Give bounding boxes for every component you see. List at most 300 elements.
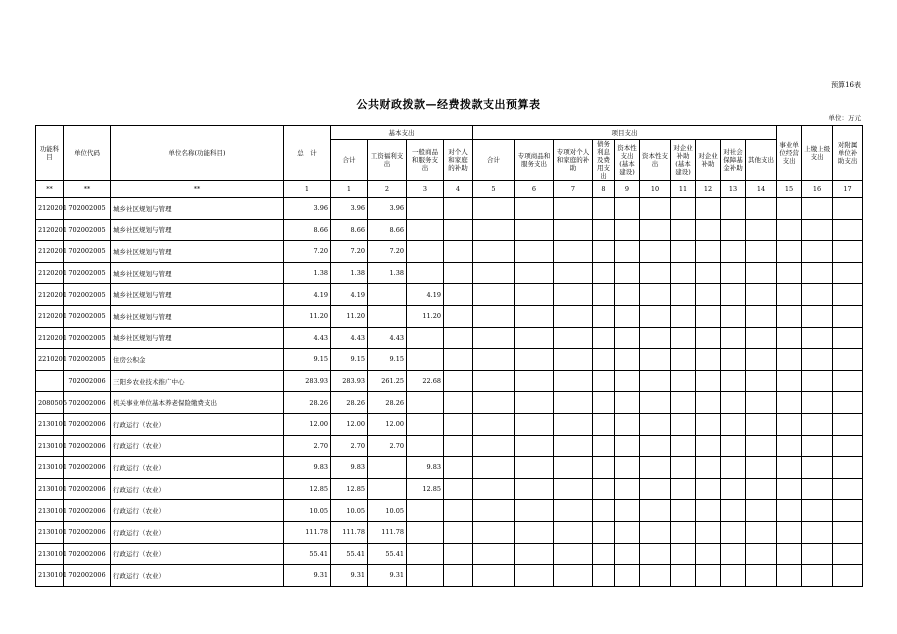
cell-empty	[640, 349, 671, 371]
cell-empty	[833, 478, 863, 500]
cell-empty	[615, 521, 640, 543]
cell-empty	[640, 305, 671, 327]
cell-empty	[833, 241, 863, 263]
cell-empty	[721, 219, 746, 241]
cell-unit-name: 行政运行（农业）	[111, 543, 284, 565]
cell-empty	[515, 521, 554, 543]
cell-empty	[593, 370, 615, 392]
cell-empty	[777, 305, 802, 327]
cell-empty	[721, 349, 746, 371]
cell-empty	[515, 305, 554, 327]
cell-general-goods	[407, 198, 444, 220]
cell-unit-name: 城乡社区规划与管理	[111, 327, 284, 349]
table-row	[36, 241, 863, 263]
cell-empty	[802, 305, 833, 327]
cell-unit-name: 城乡社区规划与管理	[111, 284, 284, 306]
unit-label: 单位：万元	[828, 114, 861, 122]
cell-func-code	[36, 370, 64, 392]
cell-general-goods: 11.20	[407, 305, 444, 327]
cell-empty	[593, 500, 615, 522]
cell-empty	[696, 198, 721, 220]
cell-empty	[746, 262, 777, 284]
cell-empty	[696, 327, 721, 349]
cell-unit-code: 702002006	[64, 543, 111, 565]
cell-wage: 111.78	[368, 521, 407, 543]
cell-empty	[777, 392, 802, 414]
cell-total: 2.70	[284, 435, 331, 457]
index-cell: 14	[746, 181, 777, 198]
cell-unit-code: 702002005	[64, 284, 111, 306]
cell-empty	[802, 392, 833, 414]
cell-func-code: 2120201	[36, 198, 64, 220]
cell-empty	[802, 349, 833, 371]
cell-func-code: 2130101	[36, 500, 64, 522]
cell-empty	[777, 349, 802, 371]
cell-empty	[554, 500, 593, 522]
cell-empty	[515, 327, 554, 349]
index-cell: 2	[368, 181, 407, 198]
cell-empty	[777, 219, 802, 241]
cell-empty	[593, 262, 615, 284]
cell-basic-total: 12.00	[331, 413, 368, 435]
cell-empty	[515, 500, 554, 522]
cell-empty	[671, 370, 696, 392]
cell-empty	[554, 241, 593, 263]
col-header-wage: 工资福利支出	[368, 140, 407, 181]
cell-empty	[554, 435, 593, 457]
cell-empty	[777, 241, 802, 263]
cell-func-code: 2120201	[36, 305, 64, 327]
cell-empty	[640, 457, 671, 479]
table-row	[36, 349, 863, 371]
cell-func-code: 2120201	[36, 262, 64, 284]
cell-empty	[515, 435, 554, 457]
cell-empty	[615, 413, 640, 435]
cell-empty	[515, 457, 554, 479]
cell-total: 9.31	[284, 565, 331, 587]
cell-empty	[444, 478, 473, 500]
col-header-proj-personal: 专项对个人和家庭的补助	[554, 140, 593, 181]
cell-empty	[615, 349, 640, 371]
cell-wage: 10.05	[368, 500, 407, 522]
col-header-debt-interest: 债务利息及费用支出	[593, 140, 615, 181]
cell-unit-code: 702002005	[64, 241, 111, 263]
cell-empty	[554, 284, 593, 306]
cell-total: 9.83	[284, 457, 331, 479]
col-header-inst-operating: 事业单位经营支出	[777, 126, 802, 181]
cell-total: 4.43	[284, 327, 331, 349]
cell-empty	[696, 262, 721, 284]
cell-empty	[833, 435, 863, 457]
cell-empty	[777, 543, 802, 565]
table-row	[36, 327, 863, 349]
cell-empty	[554, 305, 593, 327]
index-cell: 7	[554, 181, 593, 198]
cell-empty	[640, 478, 671, 500]
cell-empty	[777, 198, 802, 220]
cell-func-code: 2080505	[36, 392, 64, 414]
header-row-index	[36, 181, 863, 198]
cell-empty	[615, 284, 640, 306]
cell-empty	[515, 478, 554, 500]
cell-wage: 261.25	[368, 370, 407, 392]
cell-unit-code: 702002005	[64, 262, 111, 284]
cell-func-code: 2120201	[36, 284, 64, 306]
cell-empty	[615, 435, 640, 457]
table-row	[36, 392, 863, 414]
cell-empty	[833, 327, 863, 349]
cell-empty	[696, 241, 721, 263]
cell-empty	[640, 521, 671, 543]
cell-empty	[615, 543, 640, 565]
cell-unit-code: 702002006	[64, 457, 111, 479]
cell-empty	[746, 478, 777, 500]
cell-empty	[802, 435, 833, 457]
cell-total: 12.00	[284, 413, 331, 435]
cell-empty	[554, 413, 593, 435]
cell-func-code: 2130101	[36, 413, 64, 435]
cell-empty	[777, 521, 802, 543]
cell-empty	[802, 370, 833, 392]
cell-unit-name: 城乡社区规划与管理	[111, 219, 284, 241]
cell-empty	[721, 241, 746, 263]
table-row	[36, 284, 863, 306]
cell-empty	[833, 349, 863, 371]
cell-empty	[746, 500, 777, 522]
index-cell: 3	[407, 181, 444, 198]
cell-empty	[640, 500, 671, 522]
table-row	[36, 478, 863, 500]
cell-empty	[554, 219, 593, 241]
cell-general-goods: 22.68	[407, 370, 444, 392]
cell-empty	[615, 500, 640, 522]
cell-unit-code: 702002006	[64, 413, 111, 435]
cell-general-goods	[407, 521, 444, 543]
cell-empty	[554, 198, 593, 220]
cell-empty	[746, 435, 777, 457]
cell-empty	[833, 457, 863, 479]
index-cell: 1	[331, 181, 368, 198]
index-cell: **	[111, 181, 284, 198]
table-row	[36, 543, 863, 565]
cell-unit-name: 城乡社区规划与管理	[111, 262, 284, 284]
cell-empty	[640, 370, 671, 392]
cell-empty	[515, 241, 554, 263]
col-header-upper-payment: 上缴上级支出	[802, 126, 833, 181]
cell-wage: 8.66	[368, 219, 407, 241]
cell-empty	[515, 392, 554, 414]
cell-empty	[802, 478, 833, 500]
cell-empty	[593, 327, 615, 349]
cell-unit-name: 城乡社区规划与管理	[111, 198, 284, 220]
cell-empty	[721, 435, 746, 457]
cell-empty	[802, 241, 833, 263]
cell-empty	[473, 392, 515, 414]
cell-empty	[833, 262, 863, 284]
cell-empty	[802, 543, 833, 565]
cell-func-code: 2130101	[36, 478, 64, 500]
index-cell: 9	[615, 181, 640, 198]
cell-func-code: 2130101	[36, 521, 64, 543]
cell-empty	[696, 305, 721, 327]
cell-total: 7.20	[284, 241, 331, 263]
cell-empty	[615, 457, 640, 479]
cell-general-goods	[407, 543, 444, 565]
index-cell: 15	[777, 181, 802, 198]
cell-basic-total: 1.38	[331, 262, 368, 284]
cell-empty	[671, 241, 696, 263]
cell-empty	[833, 219, 863, 241]
cell-empty	[473, 241, 515, 263]
cell-general-goods	[407, 392, 444, 414]
cell-empty	[473, 565, 515, 587]
cell-empty	[593, 413, 615, 435]
cell-wage	[368, 284, 407, 306]
cell-empty	[640, 543, 671, 565]
cell-total: 9.15	[284, 349, 331, 371]
cell-empty	[746, 543, 777, 565]
col-header-special-goods: 专项商品和服务支出	[515, 140, 554, 181]
table-row	[36, 521, 863, 543]
cell-empty	[554, 478, 593, 500]
cell-empty	[721, 457, 746, 479]
cell-basic-total: 111.78	[331, 521, 368, 543]
cell-empty	[615, 262, 640, 284]
cell-general-goods: 9.83	[407, 457, 444, 479]
cell-empty	[802, 521, 833, 543]
cell-empty	[593, 241, 615, 263]
cell-empty	[615, 565, 640, 587]
cell-empty	[615, 327, 640, 349]
cell-empty	[671, 262, 696, 284]
cell-wage	[368, 457, 407, 479]
cell-basic-total: 55.41	[331, 543, 368, 565]
cell-empty	[671, 392, 696, 414]
index-cell: 1	[284, 181, 331, 198]
cell-empty	[746, 521, 777, 543]
cell-basic-total: 4.19	[331, 284, 368, 306]
cell-empty	[721, 478, 746, 500]
index-cell: 13	[721, 181, 746, 198]
cell-empty	[802, 565, 833, 587]
cell-empty	[746, 198, 777, 220]
cell-func-code: 2210201	[36, 349, 64, 371]
cell-empty	[640, 327, 671, 349]
cell-empty	[444, 305, 473, 327]
cell-empty	[696, 565, 721, 587]
cell-empty	[615, 305, 640, 327]
cell-empty	[696, 370, 721, 392]
cell-empty	[696, 219, 721, 241]
cell-empty	[696, 413, 721, 435]
cell-empty	[721, 392, 746, 414]
cell-empty	[833, 521, 863, 543]
cell-empty	[671, 435, 696, 457]
cell-empty	[444, 435, 473, 457]
cell-empty	[721, 262, 746, 284]
cell-empty	[515, 219, 554, 241]
cell-empty	[746, 219, 777, 241]
cell-empty	[696, 521, 721, 543]
cell-unit-code: 702002006	[64, 435, 111, 457]
cell-wage: 2.70	[368, 435, 407, 457]
cell-empty	[833, 392, 863, 414]
cell-empty	[593, 543, 615, 565]
cell-general-goods	[407, 435, 444, 457]
cell-empty	[777, 457, 802, 479]
col-header-personal-subsidy: 对个人和家庭的补助	[444, 140, 473, 181]
cell-unit-code: 702002006	[64, 392, 111, 414]
index-cell: 12	[696, 181, 721, 198]
cell-empty	[554, 392, 593, 414]
cell-empty	[473, 521, 515, 543]
cell-empty	[802, 219, 833, 241]
cell-empty	[615, 219, 640, 241]
cell-func-code: 2120201	[36, 219, 64, 241]
index-cell: 4	[444, 181, 473, 198]
cell-total: 283.93	[284, 370, 331, 392]
cell-empty	[640, 198, 671, 220]
cell-empty	[444, 262, 473, 284]
cell-empty	[833, 370, 863, 392]
cell-empty	[473, 305, 515, 327]
cell-empty	[473, 370, 515, 392]
cell-empty	[473, 284, 515, 306]
cell-empty	[671, 349, 696, 371]
col-header-func-code: 功能科目	[36, 126, 64, 181]
cell-general-goods: 12.85	[407, 478, 444, 500]
col-header-affiliated-subsidy: 对附属单位补助支出	[833, 126, 863, 181]
cell-empty	[615, 241, 640, 263]
col-group-project: 项目支出	[473, 126, 777, 140]
cell-basic-total: 2.70	[331, 435, 368, 457]
cell-unit-name: 行政运行（农业）	[111, 500, 284, 522]
cell-empty	[746, 305, 777, 327]
cell-empty	[554, 565, 593, 587]
cell-empty	[473, 262, 515, 284]
cell-basic-total: 283.93	[331, 370, 368, 392]
table-row	[36, 370, 863, 392]
cell-empty	[473, 543, 515, 565]
cell-empty	[671, 521, 696, 543]
cell-empty	[746, 284, 777, 306]
cell-empty	[640, 284, 671, 306]
cell-unit-name: 城乡社区规划与管理	[111, 305, 284, 327]
cell-empty	[721, 305, 746, 327]
cell-total: 111.78	[284, 521, 331, 543]
index-cell: 8	[593, 181, 615, 198]
cell-empty	[802, 327, 833, 349]
col-header-general-goods: 一般商品和服务支出	[407, 140, 444, 181]
cell-func-code: 2120201	[36, 241, 64, 263]
col-header-unit-name: 单位名称(功能科目)	[111, 126, 284, 181]
cell-empty	[444, 500, 473, 522]
cell-empty	[833, 305, 863, 327]
cell-unit-name: 行政运行（农业）	[111, 478, 284, 500]
table-row	[36, 435, 863, 457]
cell-empty	[721, 543, 746, 565]
cell-empty	[671, 413, 696, 435]
table-row	[36, 565, 863, 587]
cell-empty	[640, 565, 671, 587]
col-header-enterprise: 对企业补助	[696, 140, 721, 181]
cell-empty	[671, 198, 696, 220]
cell-empty	[640, 241, 671, 263]
cell-empty	[696, 500, 721, 522]
cell-empty	[746, 370, 777, 392]
cell-basic-total: 11.20	[331, 305, 368, 327]
cell-total: 1.38	[284, 262, 331, 284]
cell-empty	[777, 478, 802, 500]
cell-empty	[671, 457, 696, 479]
col-header-capital: 资本性支出	[640, 140, 671, 181]
cell-empty	[640, 413, 671, 435]
cell-empty	[671, 305, 696, 327]
cell-empty	[721, 521, 746, 543]
cell-empty	[444, 413, 473, 435]
cell-unit-name: 城乡社区规划与管理	[111, 241, 284, 263]
cell-empty	[746, 413, 777, 435]
cell-unit-name: 行政运行（农业）	[111, 435, 284, 457]
col-header-basic-total: 合计	[331, 140, 368, 181]
cell-empty	[554, 327, 593, 349]
cell-func-code: 2130101	[36, 543, 64, 565]
table-row	[36, 198, 863, 220]
cell-empty	[473, 435, 515, 457]
cell-func-code: 2130101	[36, 435, 64, 457]
cell-empty	[473, 413, 515, 435]
cell-wage: 28.26	[368, 392, 407, 414]
cell-empty	[833, 543, 863, 565]
cell-general-goods	[407, 500, 444, 522]
cell-empty	[696, 284, 721, 306]
index-cell: **	[64, 181, 111, 198]
cell-empty	[515, 198, 554, 220]
cell-general-goods	[407, 262, 444, 284]
cell-empty	[746, 349, 777, 371]
col-header-enterprise-basic: 对企业补助(基本建设)	[671, 140, 696, 181]
cell-wage	[368, 478, 407, 500]
index-cell: 5	[473, 181, 515, 198]
cell-empty	[444, 370, 473, 392]
cell-wage: 3.96	[368, 198, 407, 220]
cell-wage: 9.31	[368, 565, 407, 587]
cell-func-code: 2130101	[36, 457, 64, 479]
cell-wage: 1.38	[368, 262, 407, 284]
cell-empty	[696, 349, 721, 371]
cell-empty	[777, 370, 802, 392]
cell-empty	[777, 500, 802, 522]
cell-empty	[777, 284, 802, 306]
cell-total: 3.96	[284, 198, 331, 220]
cell-empty	[721, 370, 746, 392]
cell-empty	[721, 198, 746, 220]
cell-wage: 9.15	[368, 349, 407, 371]
cell-unit-name: 行政运行（农业）	[111, 457, 284, 479]
cell-empty	[802, 457, 833, 479]
cell-empty	[640, 219, 671, 241]
index-cell: 10	[640, 181, 671, 198]
cell-empty	[554, 349, 593, 371]
cell-empty	[833, 565, 863, 587]
table-row	[36, 262, 863, 284]
cell-basic-total: 8.66	[331, 219, 368, 241]
cell-total: 4.19	[284, 284, 331, 306]
cell-empty	[444, 349, 473, 371]
cell-empty	[473, 198, 515, 220]
cell-empty	[721, 327, 746, 349]
cell-empty	[746, 392, 777, 414]
